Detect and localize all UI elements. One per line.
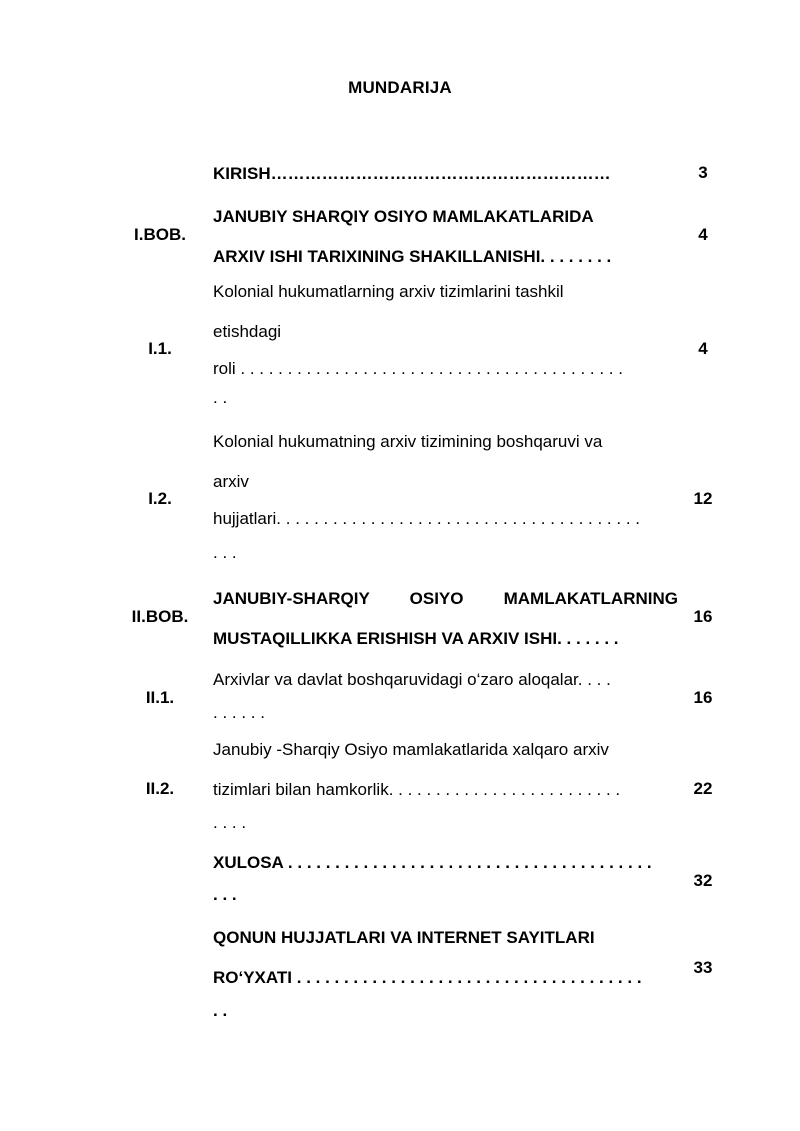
toc-section-number: II.2. <box>145 779 175 798</box>
toc-entry-text <box>213 579 678 659</box>
toc-entry-text <box>213 197 678 277</box>
toc-line: XULOSA . . . . . . . . . . . . . . . . . . . . . . . . . . . . . . . . . . . . . . . <box>213 853 652 872</box>
toc-line: RO‘YXATI . . . . . . . . . . . . . . . . . . . . . . . . . . . . . . . . . . . . . <box>213 968 642 987</box>
toc-section-number: II.1. <box>145 688 175 707</box>
toc-line: Arxivlar va davlat boshqaruvidagi o‘zaro aloqalar. . . . <box>213 670 611 689</box>
toc-line: . . <box>213 388 228 407</box>
toc-section-number: I.1. <box>148 339 172 358</box>
toc-line: hujjatlari. . . . . . . . . . . . . . . . . . . . . . . . . . . . . . . . . . . . . . . <box>213 509 640 528</box>
toc-line: . . <box>213 1001 228 1020</box>
toc-page-number: 32 <box>693 871 713 890</box>
toc-entry-text <box>213 843 678 907</box>
toc-line: ARXIV ISHI TARIXINING SHAKILLANISHI. . . . . . . . <box>213 247 612 266</box>
toc-line: Janubiy -Sharqiy Osiyo mamlakatlarida xalqaro arxiv <box>213 740 609 759</box>
toc-page-number: 16 <box>693 607 713 626</box>
toc-entry-text <box>213 660 678 726</box>
toc-line: JANUBIY SHARQIY OSIYO MAMLAKATLARIDA <box>213 207 594 226</box>
toc-line: . . . . . . <box>213 703 265 722</box>
toc-section-number: I.BOB. <box>134 225 186 244</box>
toc-section-number: I.2. <box>148 489 172 508</box>
toc-entry-text <box>213 730 678 836</box>
toc-page-number: 4 <box>698 225 708 244</box>
toc-line: Kolonial hukumatlarning arxiv tizimlarini tashkil <box>213 282 564 301</box>
toc-page-number: 22 <box>693 779 713 798</box>
toc-line: KIRISH…………………………………………………… <box>213 164 611 183</box>
toc-page-number: 3 <box>698 163 708 182</box>
toc-line: roli . . . . . . . . . . . . . . . . . . . . . . . . . . . . . . . . . . . . . . . . . <box>213 359 623 378</box>
toc-entry-text <box>213 918 678 1024</box>
toc-entry-text <box>213 422 678 570</box>
toc-section-number: II.BOB. <box>131 607 189 626</box>
toc-page-number: 12 <box>693 489 713 508</box>
toc-page-number: 16 <box>693 688 713 707</box>
toc-line: JANUBIY-SHARQIY OSIYO MAMLAKATLARNING <box>213 589 678 608</box>
toc-line: QONUN HUJJATLARI VA INTERNET SAYITLARI <box>213 928 595 947</box>
page-title: MUNDARIJA <box>348 78 452 97</box>
toc-line: tizimlari bilan hamkorlik. . . . . . . . . . . . . . . . . . . . . . . . . <box>213 780 621 799</box>
toc-entry-text <box>213 272 678 410</box>
toc-line: etishdagi <box>213 322 282 341</box>
toc-line: MUSTAQILLIKKA ERISHISH VA ARXIV ISHI. . . . . . . <box>213 629 619 648</box>
toc-line: . . . <box>213 543 237 562</box>
toc-line: . . . . <box>213 813 247 832</box>
toc-page-number: 4 <box>698 339 708 358</box>
toc-line: . . . <box>213 885 237 904</box>
toc-page-number: 33 <box>693 958 713 977</box>
toc-line: arxiv <box>213 472 249 491</box>
toc-entry-text <box>213 154 678 194</box>
toc-line: Kolonial hukumatning arxiv tizimining boshqaruvi va <box>213 432 603 451</box>
